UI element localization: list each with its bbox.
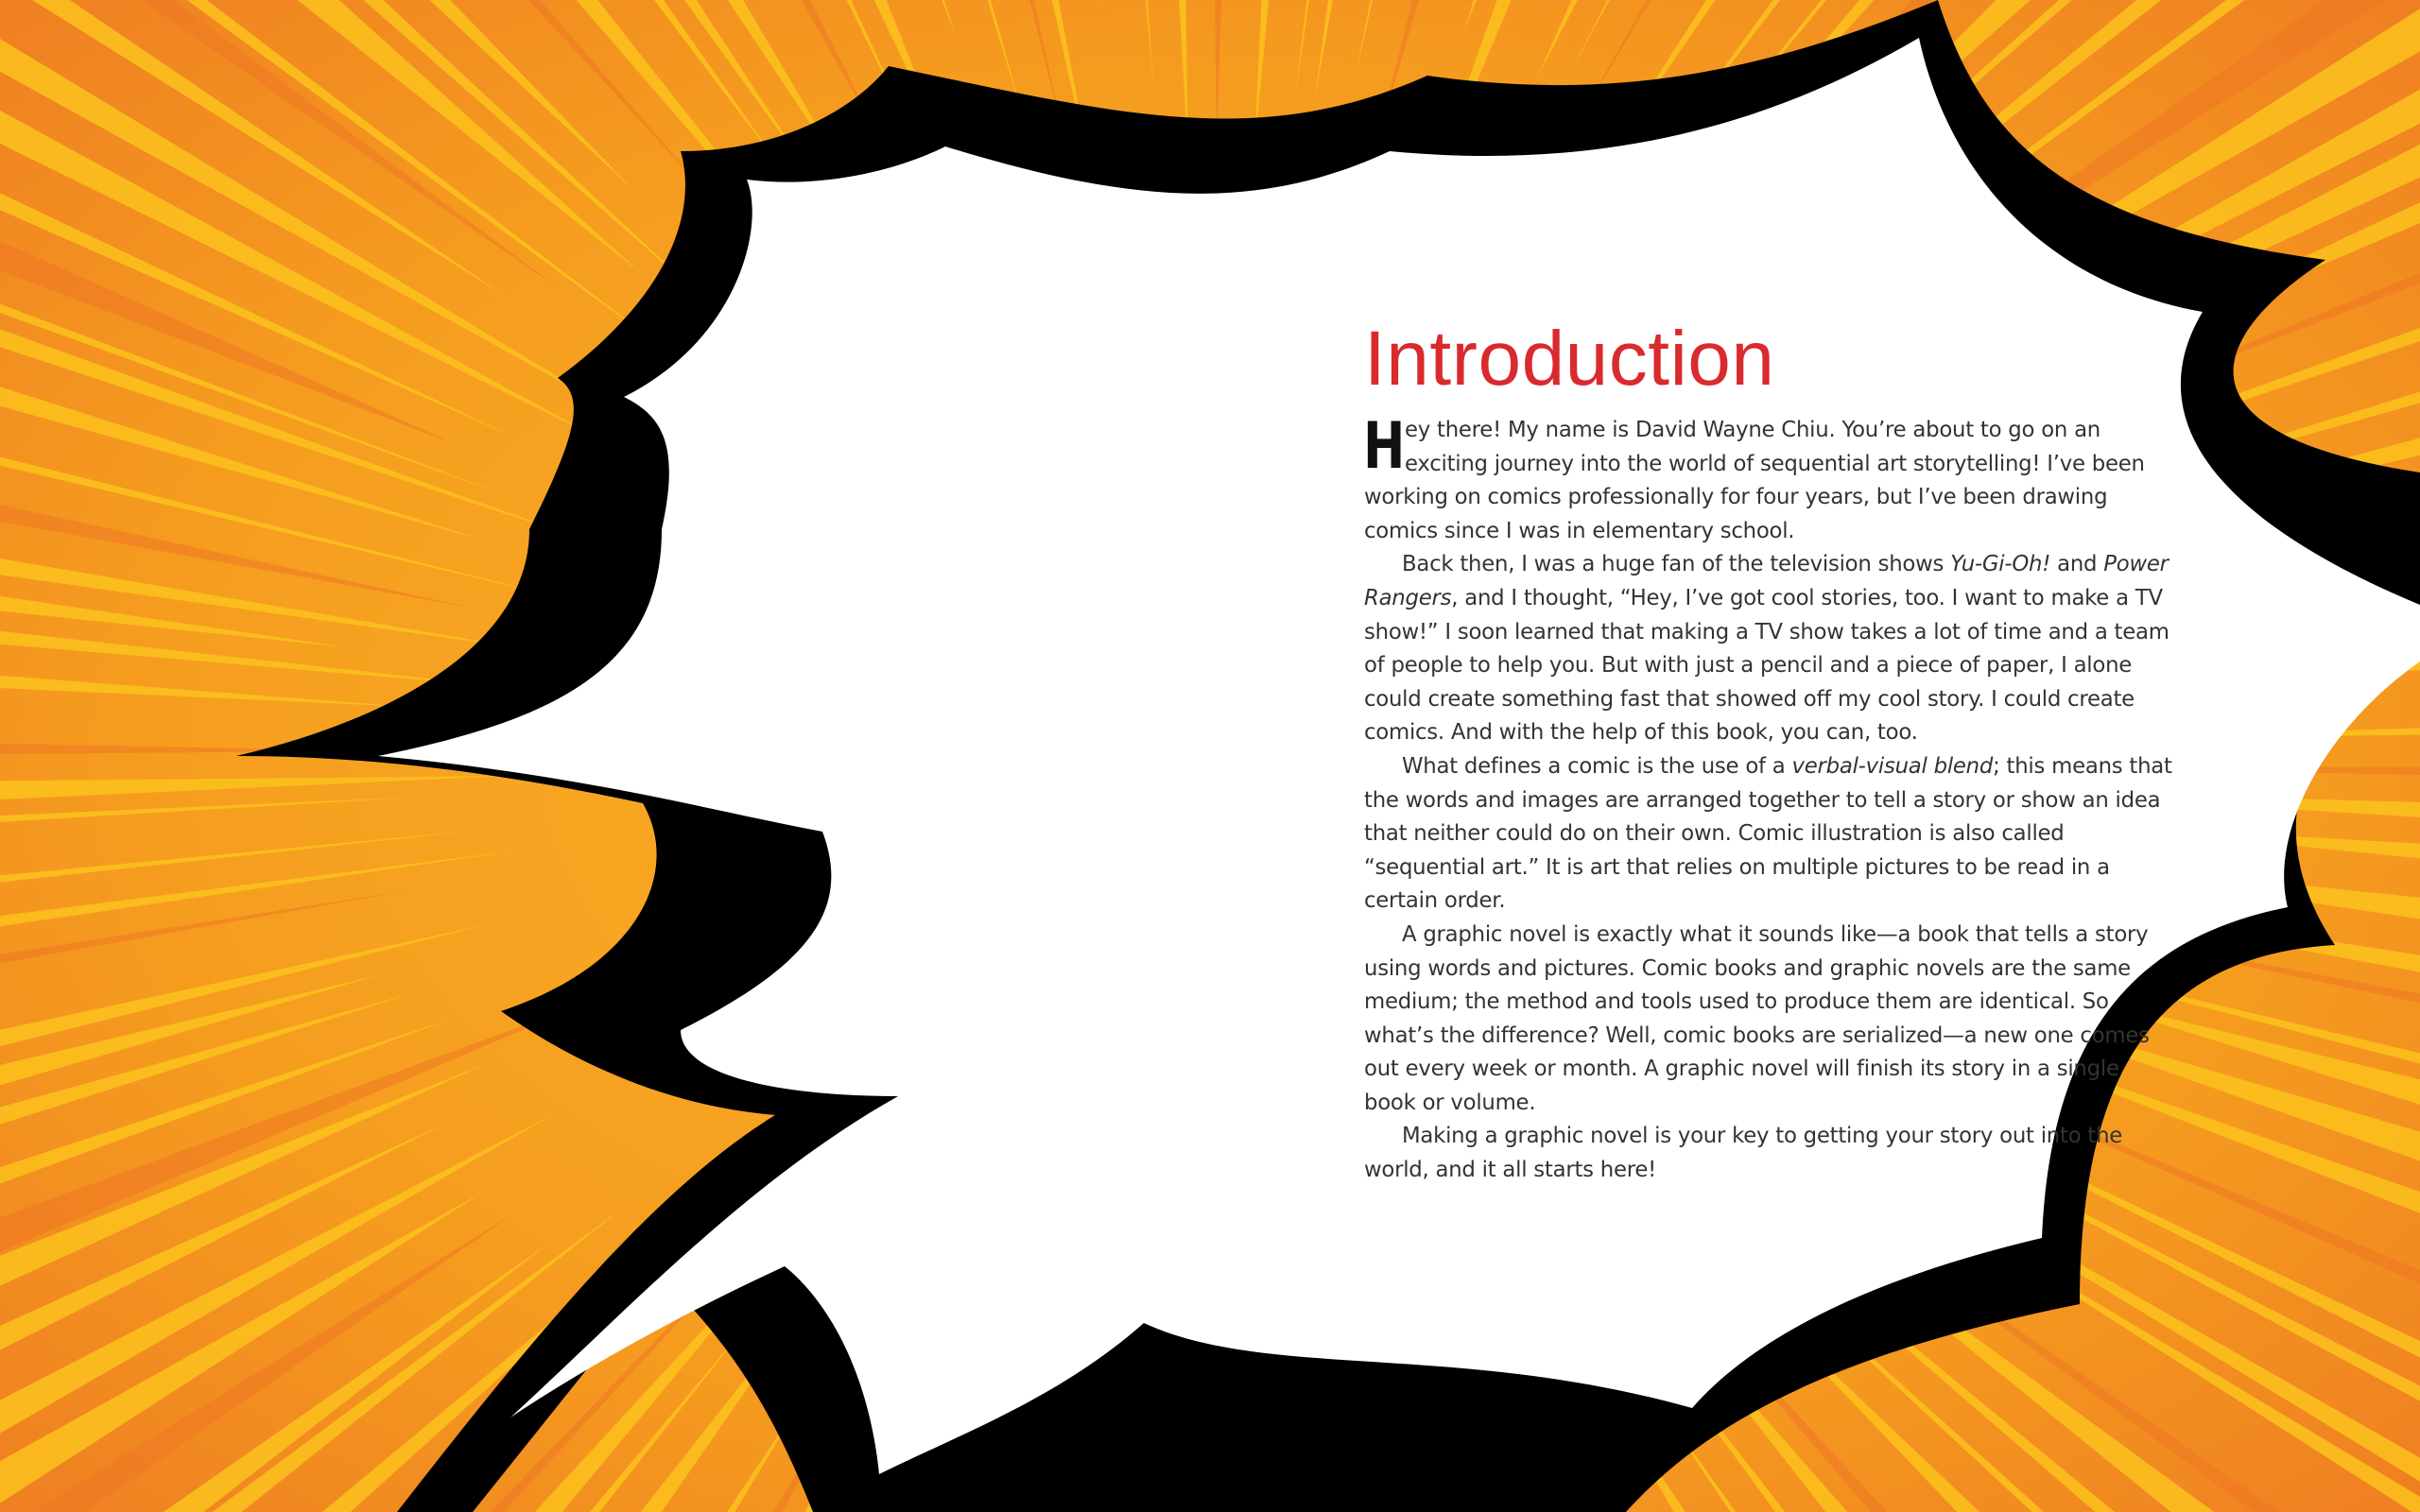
- body-text: [1363, 409, 2177, 1188]
- drop-cap: H: [1363, 409, 1406, 484]
- term-verbal-visual-blend: verbal-visual blend: [1791, 753, 1994, 779]
- paragraph-3-text-b: ; this means that the words and images are arranged together to tell a story or show an idea that neither could do on their own. Comic illustration is also called “sequential art.” It is art that relies on multiple pictures to be read in a certain order.: [1364, 753, 2172, 914]
- show-title-power-rangers: Power Rangers: [1364, 552, 2169, 610]
- paragraph-2-text-b: and: [2050, 552, 2104, 577]
- paragraph-2-text-c: , and I thought, “Hey, I’ve got cool stories, too. I want to make a TV show!” I soon learned that making a TV show takes a lot of time and a team of people to help you. But with just a pencil and a piece of paper, I alone could create something fast that showed off my cool story. I could create comics. And with the help of this book, you can, too.: [1364, 585, 2169, 746]
- paragraph-1-text: ey there! My name is David Wayne Chiu. You’re about to go on an exciting journey into the world of sequential art storytelling! I’ve been working on comics professionally for four years, but I’ve been drawing comics since I was in elementary school.: [1364, 418, 2145, 543]
- paragraph-3-text-a: What defines a comic is the use of a: [1402, 753, 1792, 779]
- paragraph-5: Making a graphic novel is your key to getting your story out into the world, and it all starts here!: [1364, 1124, 2123, 1183]
- paragraph-2: [1364, 548, 2177, 750]
- page-title: Introduction: [1364, 316, 1775, 402]
- paragraph-2-text-a: Back then, I was a huge fan of the television shows: [1402, 552, 1951, 577]
- show-title-yugioh: Yu-Gi-Oh!: [1950, 552, 2051, 577]
- paragraph-3: [1364, 750, 2177, 919]
- paragraph-4: A graphic novel is exactly what it sounds like—a book that tells a story using words and pictures. Comic books and graphic novels are the same medium; the method and tools used to produce them are identical. So what’s the difference? Well, comic books are serialized—a new one comes out every week or month. A graphic novel will finish its story in a single book or volume.: [1364, 921, 2150, 1115]
- introduction-section: [1364, 316, 2177, 1188]
- paragraph-1: [1363, 409, 2177, 548]
